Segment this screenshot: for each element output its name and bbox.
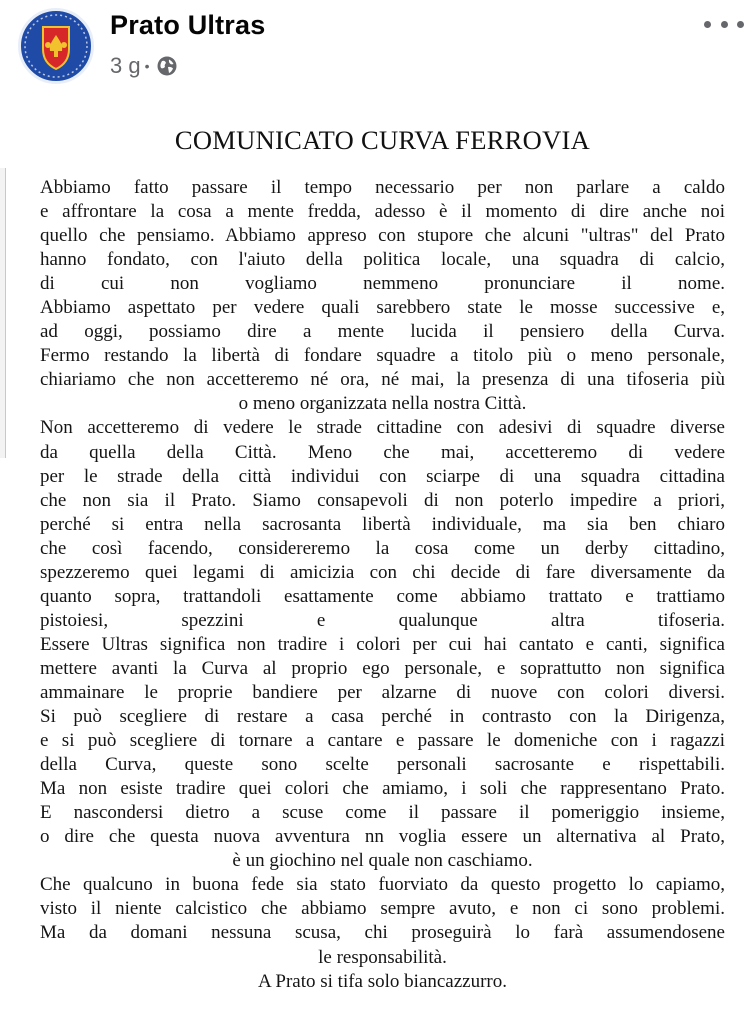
post-timestamp[interactable]: 3 g <box>110 53 141 78</box>
document-line: che non sia il Prato. Siamo consapevoli di non poterlo impedire a priori, <box>40 489 725 511</box>
document-line: Ma da domani nessuna scusa, chi proseguirà lo farà assumendosene <box>40 922 725 944</box>
document-line: Si può scegliere di restare a casa perché in contrasto con la Dirigenza, <box>40 706 725 728</box>
document-line: spezzeremo quei legami di amicizia con chi decide di fare diversamente da <box>40 561 725 583</box>
document-line: per le strade della città individui con sciarpe di una squadra cittadina <box>40 465 725 487</box>
document-line: è un giochino nel quale non caschiamo. <box>232 850 533 872</box>
document-line: quanto sopra, trattandoli esattamente come abbiamo trattato e trattiamo <box>40 585 725 607</box>
document-line: E nascondersi dietro a scuse come il passare il pomeriggio insieme, <box>40 802 725 824</box>
document-line: mettere avanti la Curva al proprio ego personale, e soprattutto non significa <box>40 657 725 679</box>
meta-separator: • <box>144 58 150 74</box>
document-line: di cui non vogliamo nemmeno pronunciare il nome. <box>40 273 725 295</box>
document-line: e si può scegliere di tornare a cantare e passare le domeniche con i ragazzi <box>40 730 725 752</box>
document-line: Essere Ultras significa non tradire i colori per cui hai cantato e canti, significa <box>40 633 725 655</box>
prato-crest-icon <box>21 11 91 81</box>
document-line: visto il niente calcistico che abbiamo sempre avuto, e non ci sono problemi. <box>40 898 725 920</box>
document-line: Abbiamo aspettato per vedere quali sarebbero state le mosse successive e, <box>40 297 725 319</box>
document-line: Che qualcuno in buona fede sia stato fuorviato da questo progetto lo capiamo, <box>40 874 725 896</box>
document-line: ad oggi, possiamo dire a mente lucida il pensiero della Curva. <box>40 321 725 343</box>
document-line: o dire che questa nuova avventura nn voglia essere un alternativa al Prato, <box>40 826 725 848</box>
document-line: Ma non esiste tradire quei colori che amiamo, i soli che rappresentano Prato. <box>40 778 725 800</box>
document-line: e affrontare la cosa a mente fredda, adesso è il momento di dire anche noi <box>40 201 725 223</box>
document-line: Fermo restando la libertà di fondare squadre a titolo più o meno personale, <box>40 345 725 367</box>
document-line: quello che pensiamo. Abbiamo appreso con stupore che alcuni "ultras" del Prato <box>40 225 725 247</box>
document-line: della Curva, queste sono scelte personali sacrosante e rispettabili. <box>40 754 725 776</box>
document-line: ammainare le proprie bandiere per alzarne di nuove con colori diversi. <box>40 681 725 703</box>
more-options-icon[interactable] <box>704 12 744 36</box>
document-line: Abbiamo fatto passare il tempo necessario per non parlare a caldo <box>40 177 725 198</box>
document-line: hanno fondato, con l'aiuto della politica locale, una squadra di calcio, <box>40 249 725 271</box>
document-line: o meno organizzata nella nostra Città. <box>238 393 527 415</box>
document-line: A Prato si tifa solo biancazzurro. <box>257 970 508 992</box>
page-name-link[interactable]: Prato Ultras <box>110 10 266 40</box>
document-line: chiariamo che non accetteremo né ora, né mai, la presenza di una tifoseria più <box>40 369 725 391</box>
communique-document <box>40 118 725 994</box>
post-meta <box>110 52 178 80</box>
document-line: Non accetteremo di vedere le strade cittadine con adesivi di squadre diverse <box>40 417 725 439</box>
document-line: perché si entra nella sacrosanta libertà individuale, ma sia ben chiaro <box>40 513 725 535</box>
page-avatar[interactable] <box>18 8 94 84</box>
document-line: che così facendo, considereremo la cosa come un derby cittadino, <box>40 537 725 559</box>
globe-icon[interactable] <box>156 55 178 77</box>
document-line: pistoiesi, spezzini e qualunque altra tifoseria. <box>40 609 725 631</box>
document-body <box>40 176 725 994</box>
post-header <box>0 0 753 100</box>
scroll-edge[interactable] <box>0 168 6 458</box>
document-line: da quella della Città. Meno che mai, accetteremo di vedere <box>40 441 725 463</box>
document-line: le responsabilità. <box>318 946 447 968</box>
document-title: COMUNICATO CURVA FERROVIA <box>174 125 591 155</box>
